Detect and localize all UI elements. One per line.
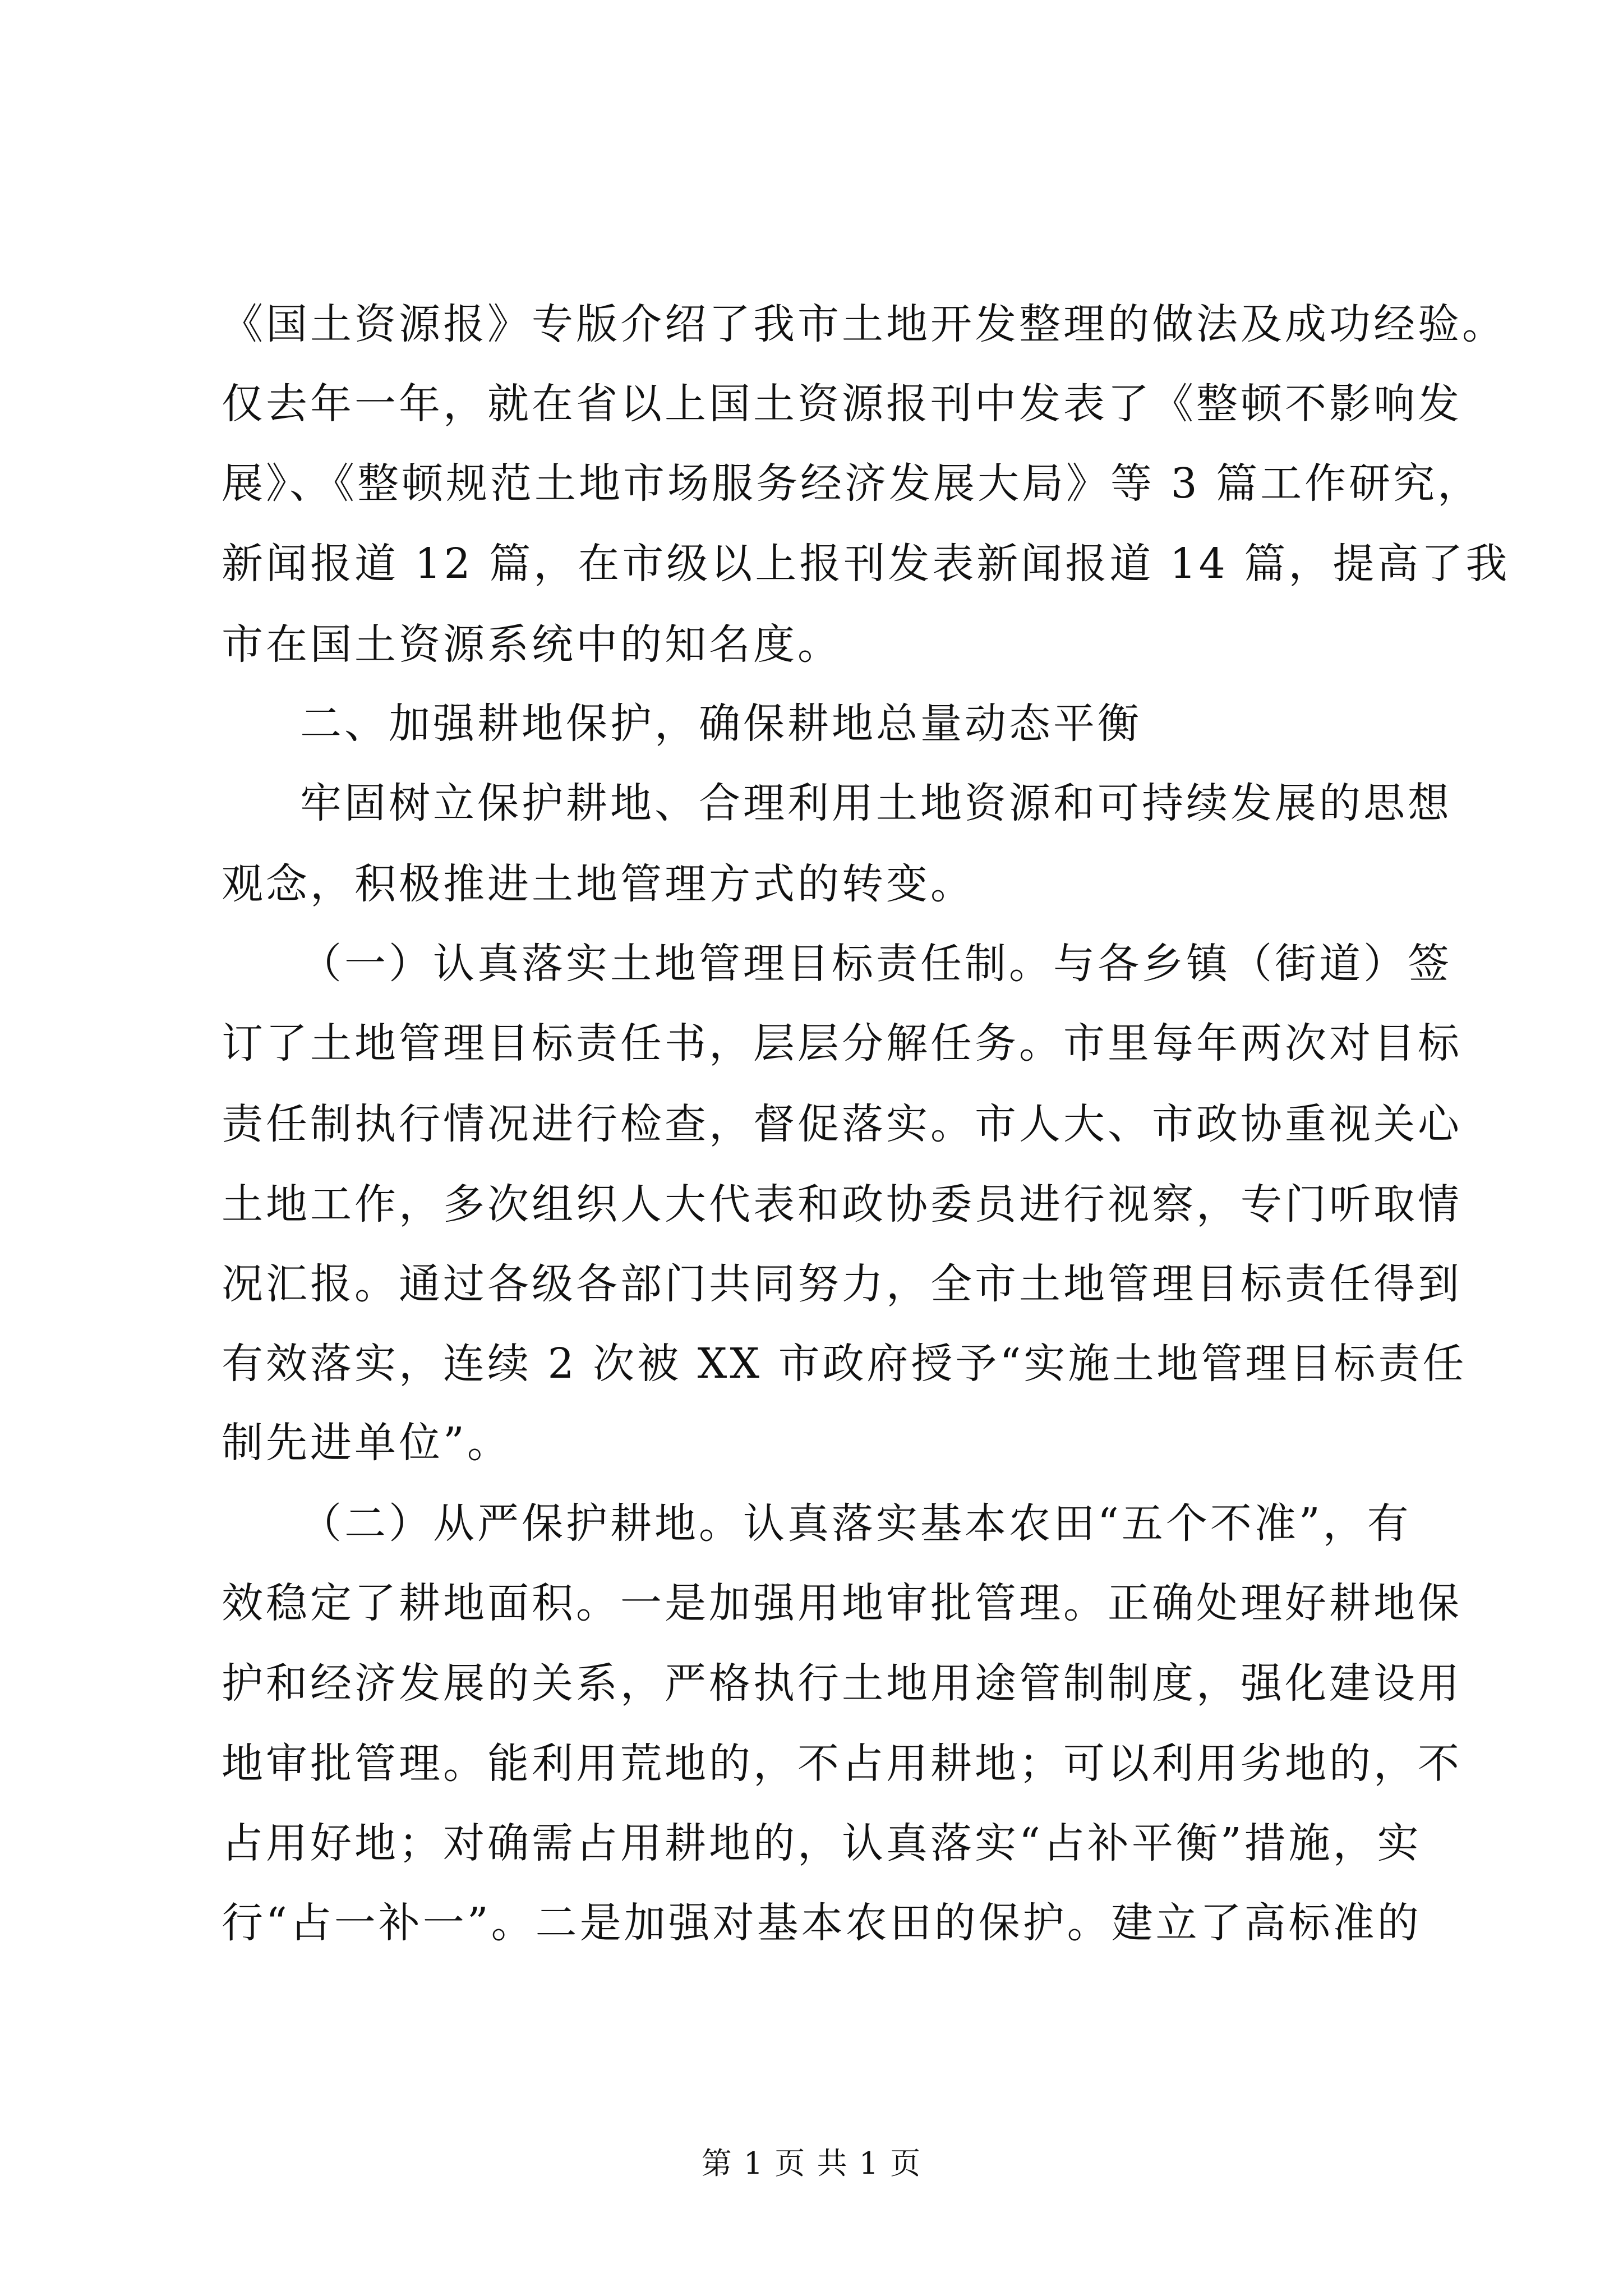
- text-line: 观念，积极推进土地管理方式的转变。: [222, 860, 975, 908]
- text-line: 《国土资源报》专版介绍了我市土地开发整理的做法及成功经验。: [222, 300, 1506, 348]
- text-line: 仅去年一年，就在省以上国土资源报刊中发表了《整顿不影响发: [222, 380, 1462, 428]
- text-line: 地审批管理。能利用荒地的，不占用耕地；可以利用劣地的，不: [222, 1740, 1462, 1788]
- text-line: 制先进单位”。: [222, 1419, 511, 1467]
- section-heading: 二、加强耕地保护，确保耕地总量动态平衡: [300, 700, 1142, 748]
- text-line: 订了土地管理目标责任书，层层分解任务。市里每年两次对目标: [222, 1019, 1462, 1068]
- text-line: 牢固树立保护耕地、合理利用土地资源和可持续发展的思想: [300, 779, 1452, 827]
- text-line: 有效落实，连续 2 次被 XX 市政府授予“实施土地管理目标责任: [222, 1340, 1467, 1388]
- text-line: （一）认真落实土地管理目标责任制。与各乡镇（街道）签: [300, 940, 1452, 988]
- text-line: 新闻报道 12 篇，在市级以上报刊发表新闻报道 14 篇，提高了我: [222, 540, 1510, 588]
- page-number: 第 1 页 共 1 页: [701, 2146, 922, 2181]
- text-line: 占用好地；对确需占用耕地的，认真落实“占补平衡”措施，实: [222, 1819, 1422, 1867]
- text-line: 市在国土资源系统中的知名度。: [222, 620, 842, 669]
- text-line: 土地工作，多次组织人大代表和政协委员进行视察，专门听取情: [222, 1180, 1462, 1228]
- text-line: 护和经济发展的关系，严格执行土地用途管制制度，强化建设用: [222, 1659, 1462, 1708]
- page-footer: [0, 2144, 1623, 2183]
- text-line: 责任制执行情况进行检查，督促落实。市人大、市政协重视关心: [222, 1100, 1462, 1148]
- text-line: 况汇报。通过各级各部门共同努力，全市土地管理目标责任得到: [222, 1260, 1462, 1308]
- text-line: 效稳定了耕地面积。一是加强用地审批管理。正确处理好耕地保: [222, 1579, 1462, 1627]
- text-line: 展》、《整顿规范土地市场服务经济发展大局》等 3 篇工作研究，: [222, 459, 1482, 508]
- text-line: 行“占一补一”。二是加强对基本农田的保护。建立了高标准的: [222, 1899, 1422, 1947]
- text-line: （二）从严保护耕地。认真落实基本农田“五个不准”，有: [300, 1499, 1412, 1548]
